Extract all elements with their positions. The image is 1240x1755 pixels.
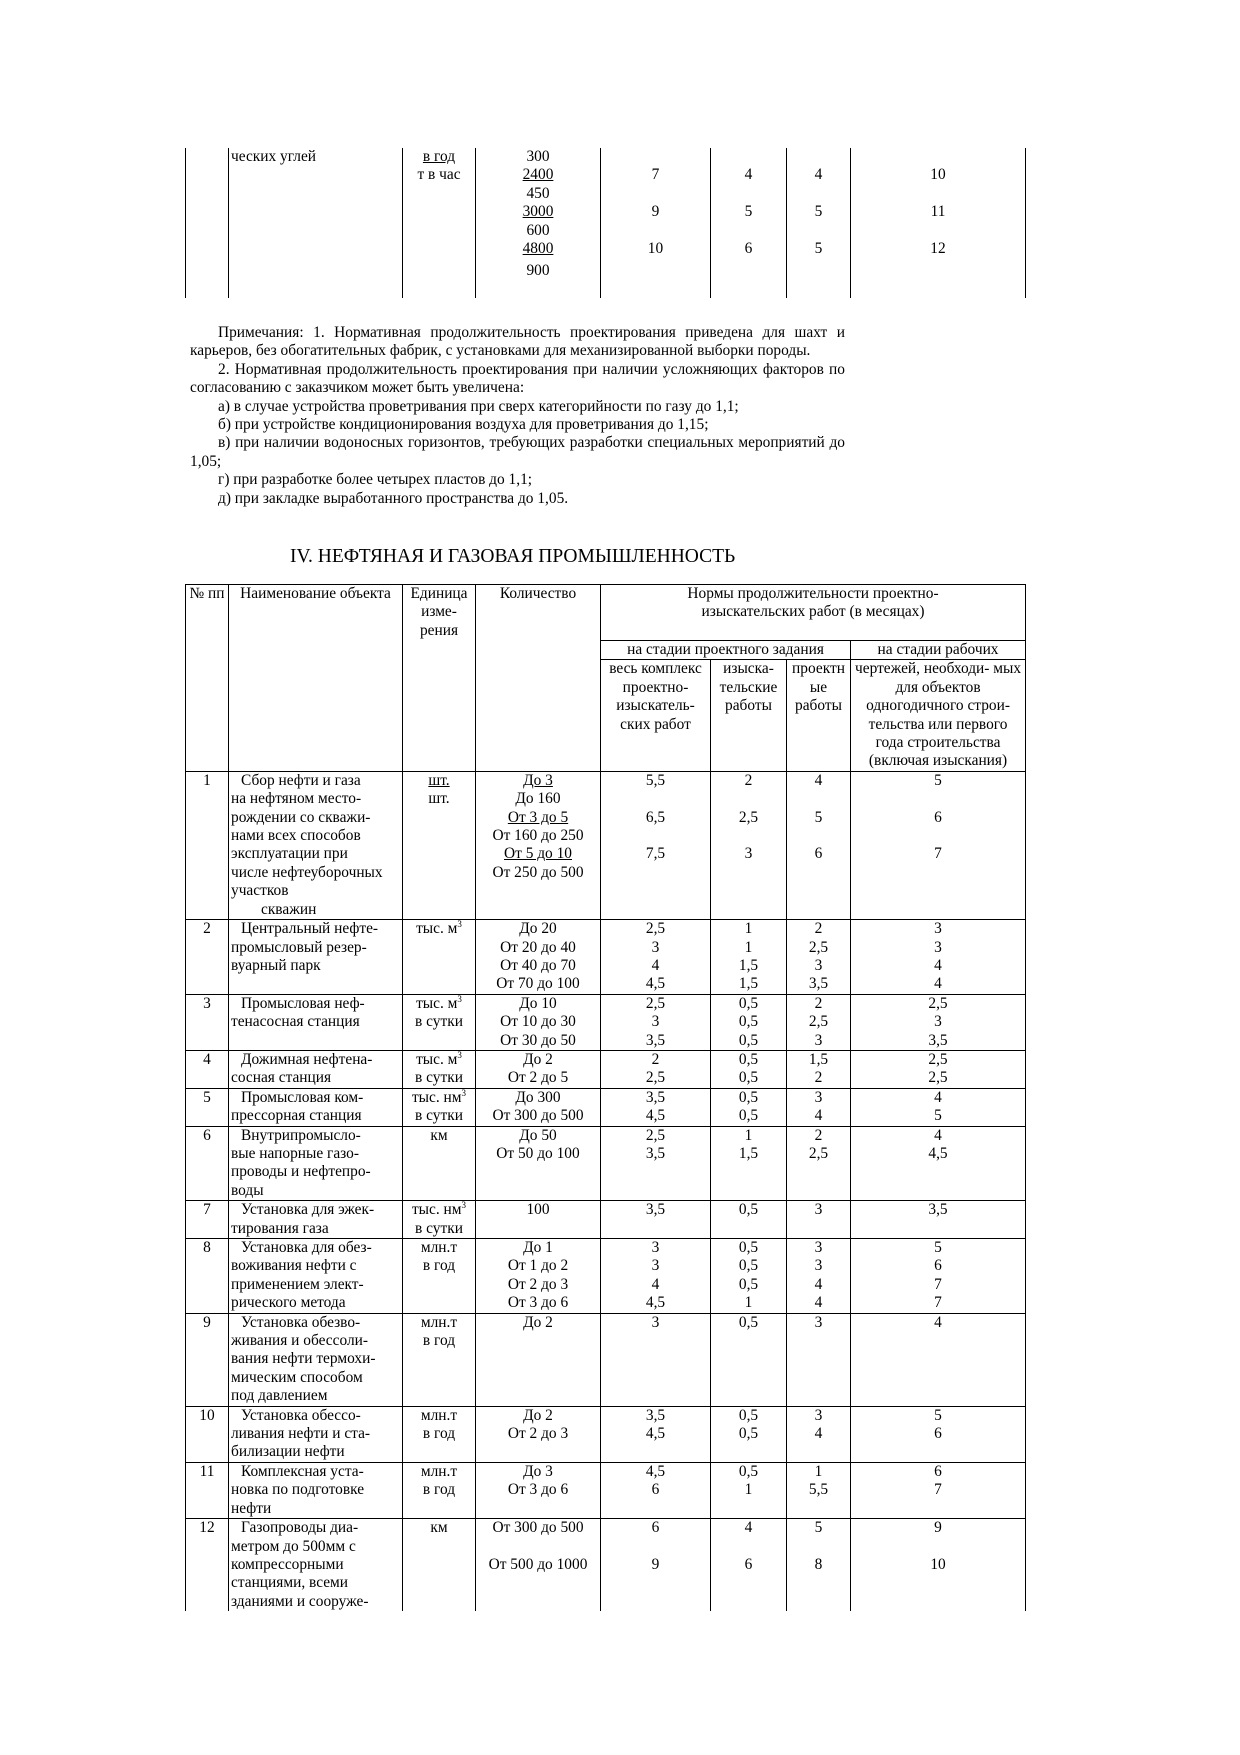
row-unit: тыс. $нм^3$ в сутки	[403, 1201, 476, 1239]
row-value-d: 4	[851, 1313, 1026, 1406]
row-value-d: 9 10	[851, 1519, 1026, 1612]
row-quantity: До 1 От 1 до 2 От 2 до 3 От 3 до 6	[476, 1239, 601, 1314]
cont-col-a: 7 9 10	[601, 148, 711, 298]
row-unit: тыс. $м^3$ в сутки	[403, 1050, 476, 1088]
row-quantity: До 20 От 20 до 40 От 40 до 70 От 70 до 100	[476, 920, 601, 995]
row-value-b: 1 1 1,5 1,5	[711, 920, 787, 995]
row-value-b: 4 6	[711, 1519, 787, 1612]
row-value-d: 4 5	[851, 1088, 1026, 1126]
cont-unit-cell: в год т в час	[403, 148, 476, 298]
row-value-d: 2,5 3 3,5	[851, 994, 1026, 1050]
row-value-c: 3 4	[787, 1406, 851, 1462]
row-object-name: Комплексная уста- новка по подготовке нефти	[229, 1462, 403, 1518]
row-number: 6	[186, 1126, 229, 1201]
row-quantity: До 2	[476, 1313, 601, 1406]
row-unit: км	[403, 1519, 476, 1612]
row-quantity: От 300 до 500 От 500 до 1000	[476, 1519, 601, 1612]
row-object-name: Внутрипромысло- вые напорные газо- проводы и нефтепро- воды	[229, 1126, 403, 1201]
note-paragraph: д) при закладке выработанного пространства до 1,05.	[218, 489, 569, 507]
header-stage-work: на стадии рабочих	[851, 641, 1026, 660]
row-unit: млн.т в год	[403, 1239, 476, 1314]
row-value-a: 3,5 4,5	[601, 1406, 711, 1462]
table-row	[186, 1239, 1026, 1314]
row-quantity: До 2 От 2 до 5	[476, 1050, 601, 1088]
row-value-d: 2,5 2,5	[851, 1050, 1026, 1088]
table-row	[186, 771, 1026, 919]
table-row	[186, 920, 1026, 995]
row-value-a: 3,5	[601, 1201, 711, 1239]
header-norms: Нормы продолжительности проектно-изыскательских работ (в месяцах)	[601, 585, 1026, 641]
row-value-d: 3,5	[851, 1201, 1026, 1239]
row-unit: млн.т в год	[403, 1313, 476, 1406]
row-unit: млн.т в год	[403, 1406, 476, 1462]
row-value-a: 3	[601, 1313, 711, 1406]
row-number: 12	[186, 1519, 229, 1612]
row-value-c: 5 8	[787, 1519, 851, 1612]
table-row	[186, 1088, 1026, 1126]
row-value-c: 1 5,5	[787, 1462, 851, 1518]
row-object-name: Установка для эжек- тирования газа	[229, 1201, 403, 1239]
section-title: IV. НЕФТЯНАЯ И ГАЗОВАЯ ПРОМЫШЛЕННОСТЬ	[290, 546, 736, 567]
row-object-name: Промысловая ком- прессорная станция	[229, 1088, 403, 1126]
row-value-a: 2,5 3 4 4,5	[601, 920, 711, 995]
note-paragraph: в) при наличии водоносных горизонтов, требующих разработки специальных мероприятий до 1,05;	[190, 434, 845, 470]
row-quantity: До 10 От 10 до 30 От 30 до 50	[476, 994, 601, 1050]
row-value-b: 0,5 0,5	[711, 1406, 787, 1462]
row-unit: млн.т в год	[403, 1462, 476, 1518]
row-number: 10	[186, 1406, 229, 1462]
header-col-a: весь комплекс проектно- изыскатель- ских работ	[601, 660, 711, 771]
header-col-c: проектн ые работы	[787, 660, 851, 771]
row-number: 9	[186, 1313, 229, 1406]
row-object-name: Сбор нефти и газа на нефтяном место- рождении со скважи- нами всех способов эксплуатации при числе нефтеуборочных участков скважин	[229, 771, 403, 919]
row-unit: тыс. $м^3$ в сутки	[403, 994, 476, 1050]
row-value-a: 4,5 6	[601, 1462, 711, 1518]
row-object-name: Дожимная нефтена- сосная станция	[229, 1050, 403, 1088]
row-value-c: 3	[787, 1313, 851, 1406]
row-quantity: До 300 От 300 до 500	[476, 1088, 601, 1126]
row-quantity: 100	[476, 1201, 601, 1239]
row-value-b: 2 2,5 3	[711, 771, 787, 919]
row-unit: км	[403, 1126, 476, 1201]
row-value-b: 0,5 0,5 0,5	[711, 994, 787, 1050]
row-value-b: 0,5	[711, 1313, 787, 1406]
row-value-d: 4 4,5	[851, 1126, 1026, 1201]
cont-col-c: 4 5 5	[787, 148, 851, 298]
row-value-b: 0,5 1	[711, 1462, 787, 1518]
header-num: № пп	[186, 585, 229, 772]
cont-num-cell	[186, 148, 229, 298]
row-value-a: 3 3 4 4,5	[601, 1239, 711, 1314]
row-value-c: 1,5 2	[787, 1050, 851, 1088]
row-value-c: 3 3 4 4	[787, 1239, 851, 1314]
row-quantity: До 50 От 50 до 100	[476, 1126, 601, 1201]
cont-col-d: 10 11 12	[851, 148, 1026, 298]
table-row	[186, 1126, 1026, 1201]
row-value-a: 2,5 3 3,5	[601, 994, 711, 1050]
row-object-name: Центральный нефте- промысловый резер- вуарный парк	[229, 920, 403, 995]
row-value-b: 0,5 0,5	[711, 1050, 787, 1088]
row-value-c: 4 5 6	[787, 771, 851, 919]
note-paragraph: Примечания: 1. Нормативная продолжительность проектирования приведена для шахт и карьеров, без обогатительных фабрик, с установками для механизированной выборки породы.	[190, 324, 845, 360]
row-value-d: 6 7	[851, 1462, 1026, 1518]
table-row	[186, 1519, 1026, 1612]
row-unit: тыс. $нм^3$ в сутки	[403, 1088, 476, 1126]
row-value-b: 0,5 0,5	[711, 1088, 787, 1126]
row-value-a: 6 9	[601, 1519, 711, 1612]
row-value-c: 3 4	[787, 1088, 851, 1126]
cont-col-b: 4 5 6	[711, 148, 787, 298]
continuation-table	[185, 148, 1026, 298]
row-value-b: 0,5	[711, 1201, 787, 1239]
row-value-d: 3 3 4 4	[851, 920, 1026, 995]
row-quantity: До 3 От 3 до 6	[476, 1462, 601, 1518]
table-row	[186, 994, 1026, 1050]
table-row	[186, 1406, 1026, 1462]
header-name: Наименование объекта	[229, 585, 403, 772]
row-number: 2	[186, 920, 229, 995]
row-object-name: Газопроводы диа- метром до 500мм с компрессорными станциями, всеми зданиями и сооруже-	[229, 1519, 403, 1612]
row-value-d: 5 6 7	[851, 771, 1026, 919]
row-number: 11	[186, 1462, 229, 1518]
row-value-d: 5 6	[851, 1406, 1026, 1462]
header-col-d: чертежей, необходи- мых для объектов одногодичного строи- тельства или первого года строительства (включая изыскания)	[851, 660, 1026, 771]
row-value-c: 2 2,5 3 3,5	[787, 920, 851, 995]
header-qty: Количество	[476, 585, 601, 772]
row-unit: шт. шт.	[403, 771, 476, 919]
notes-block	[190, 324, 845, 508]
note-paragraph: 2. Нормативная продолжительность проектирования при наличии усложняющих факторов по согласованию с заказчиком может быть увеличена:	[190, 360, 845, 397]
row-value-a: 3,5 4,5	[601, 1088, 711, 1126]
header-col-b: изыска- тельские работы	[711, 660, 787, 771]
table-body	[186, 771, 1026, 1611]
header-stage-project: на стадии проектного задания	[601, 641, 851, 660]
row-value-c: 3	[787, 1201, 851, 1239]
row-object-name: Установка обессо- ливания нефти и ста- билизации нефти	[229, 1406, 403, 1462]
row-number: 7	[186, 1201, 229, 1239]
row-value-b: 0,5 0,5 0,5 1	[711, 1239, 787, 1314]
row-value-a: 5,5 6,5 7,5	[601, 771, 711, 919]
row-object-name: Установка обезво- живания и обессоли- вания нефти термохи- мическим способом под давлением	[229, 1313, 403, 1406]
row-unit: тыс. $м^3$	[403, 920, 476, 995]
row-object-name: Промысловая неф- тенасосная станция	[229, 994, 403, 1050]
header-unit: Единица изме- рения	[403, 585, 476, 772]
row-number: 4	[186, 1050, 229, 1088]
row-number: 5	[186, 1088, 229, 1126]
table-row	[186, 1050, 1026, 1088]
row-quantity: До 2 От 2 до 3	[476, 1406, 601, 1462]
row-quantity: До 3 До 160 От 3 до 5 От 160 до 250 От 5 до 10 От 250 до 500	[476, 771, 601, 919]
note-paragraph: г) при разработке более четырех пластов до 1,1;	[218, 471, 533, 489]
row-value-a: 2,5 3,5	[601, 1126, 711, 1201]
row-number: 1	[186, 771, 229, 919]
norms-table	[185, 584, 1026, 1611]
row-value-c: 2 2,5	[787, 1126, 851, 1201]
row-value-d: 5 6 7 7	[851, 1239, 1026, 1314]
row-value-b: 1 1,5	[711, 1126, 787, 1201]
table-row	[186, 1462, 1026, 1518]
note-paragraph: а) в случае устройства проветривания при сверх категорийности по газу до 1,1;	[218, 397, 739, 415]
row-object-name: Установка для обез- воживания нефти с применением элект- рического метода	[229, 1239, 403, 1314]
row-value-a: 2 2,5	[601, 1050, 711, 1088]
table-row	[186, 1201, 1026, 1239]
note-paragraph: б) при устройстве кондиционирования воздуха для проветривания до 1,15;	[218, 416, 709, 434]
cont-qty-cell: 300 2400 450 3000 600 4800 900	[476, 148, 601, 298]
row-value-c: 2 2,5 3	[787, 994, 851, 1050]
row-number: 3	[186, 994, 229, 1050]
cont-name-cell: ческих углей	[229, 148, 403, 298]
table-row	[186, 1313, 1026, 1406]
row-number: 8	[186, 1239, 229, 1314]
